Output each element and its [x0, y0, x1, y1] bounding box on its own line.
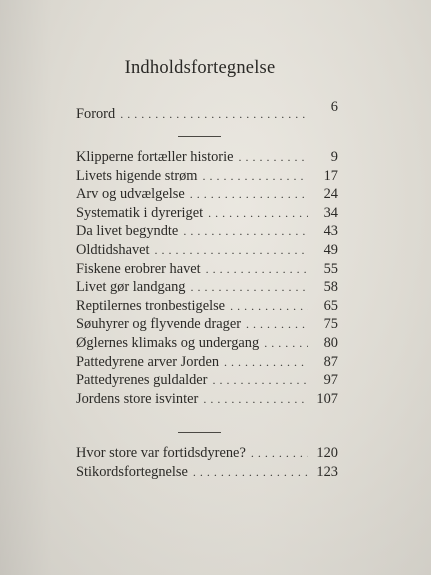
toc-entry-title: Oldtidshavet: [76, 241, 150, 258]
toc-entry: [76, 315, 338, 334]
toc-entry-page: 55: [323, 260, 338, 277]
toc-intro-section: [76, 99, 338, 124]
toc-entry-page: 75: [323, 316, 338, 333]
toc-entry-title: Livets higende strøm: [76, 167, 198, 184]
toc-entry-page: 120: [316, 445, 338, 461]
toc-entry: [76, 371, 338, 390]
toc-entry-page: 87: [323, 353, 338, 370]
dot-leader: [183, 222, 308, 241]
dot-leader: [190, 185, 308, 204]
dot-leader: [264, 334, 308, 353]
toc-entry: [76, 390, 338, 409]
dot-leader: [246, 315, 308, 334]
toc-entry-title: Livet gør landgang: [76, 279, 186, 296]
toc-entry-title: Hvor store var fortidsdyrene?: [76, 445, 246, 461]
toc-entry-title: Da livet begyndte: [76, 223, 179, 240]
toc-entry-page: 34: [323, 204, 338, 221]
dot-leader: [208, 204, 308, 223]
toc-entry-page: 43: [323, 223, 338, 240]
toc-entry-title: Jordens store isvinter: [76, 390, 199, 407]
toc-entry: [76, 260, 338, 279]
toc-entry: [76, 334, 338, 353]
dot-leader: [251, 444, 308, 463]
dot-leader: [224, 353, 308, 372]
dot-leader: [193, 463, 308, 482]
section-divider: [178, 136, 221, 137]
toc-entry: [76, 222, 338, 241]
dot-leader: [230, 297, 308, 316]
toc-entry-title: Pattedyrene arver Jorden: [76, 353, 220, 370]
toc-entry-page: 97: [323, 372, 338, 389]
toc-entry-title: Pattedyrenes guldalder: [76, 372, 208, 389]
toc-entry-title: Reptilernes tronbestigelse: [76, 297, 226, 314]
toc-entry: [76, 463, 338, 482]
toc-entry-page: 80: [323, 334, 338, 351]
toc-entry: [76, 278, 338, 297]
dot-leader: [155, 241, 308, 260]
toc-entry: [76, 297, 338, 316]
toc-entry-page: 107: [316, 390, 338, 407]
toc-entry-title: Øglernes klimaks og undergang: [76, 334, 260, 351]
toc-entry-page: 58: [323, 279, 338, 296]
toc-entry-title: Søuhyrer og flyvende drager: [76, 316, 242, 333]
toc-entry: [76, 167, 338, 186]
toc-entry: [76, 148, 338, 167]
toc-entry: [76, 353, 338, 372]
toc-entry-title: Klipperne fortæller historie: [76, 149, 234, 165]
toc-appendix-section: [76, 444, 338, 481]
toc-entry-title: Forord: [76, 106, 116, 122]
toc-entry-title: Arv og udvælgelse: [76, 186, 185, 203]
page-title: Indholdsfortegnelse: [124, 58, 276, 78]
toc-entry-page: 17: [323, 167, 338, 184]
toc-entry: [76, 204, 338, 223]
toc-chapters-section: [76, 148, 338, 408]
toc-entry-page: 6: [330, 99, 338, 115]
toc-entry: [76, 99, 338, 124]
dot-leader: [206, 260, 308, 279]
section-divider: [178, 432, 221, 433]
dot-leader: [191, 278, 309, 297]
dot-leader: [203, 167, 309, 186]
toc-entry-title: Systematik i dyreriget: [76, 204, 204, 221]
toc-entry-title: Fiskene erobrer havet: [76, 260, 201, 277]
toc-entry-page: 65: [323, 297, 338, 314]
dot-leader: [120, 105, 308, 124]
dot-leader: [238, 148, 308, 167]
toc-entry: [76, 241, 338, 260]
dot-leader: [203, 390, 308, 409]
toc-entry-title: Stikordsfortegnelse: [76, 463, 188, 480]
toc-entry: [76, 185, 338, 204]
toc-entry-page: 9: [330, 149, 338, 165]
toc-entry-page: 49: [323, 241, 338, 258]
toc-entry-page: 24: [323, 186, 338, 203]
toc-entry-page: 123: [316, 463, 338, 480]
dot-leader: [212, 371, 308, 390]
toc-entry: [76, 444, 338, 463]
